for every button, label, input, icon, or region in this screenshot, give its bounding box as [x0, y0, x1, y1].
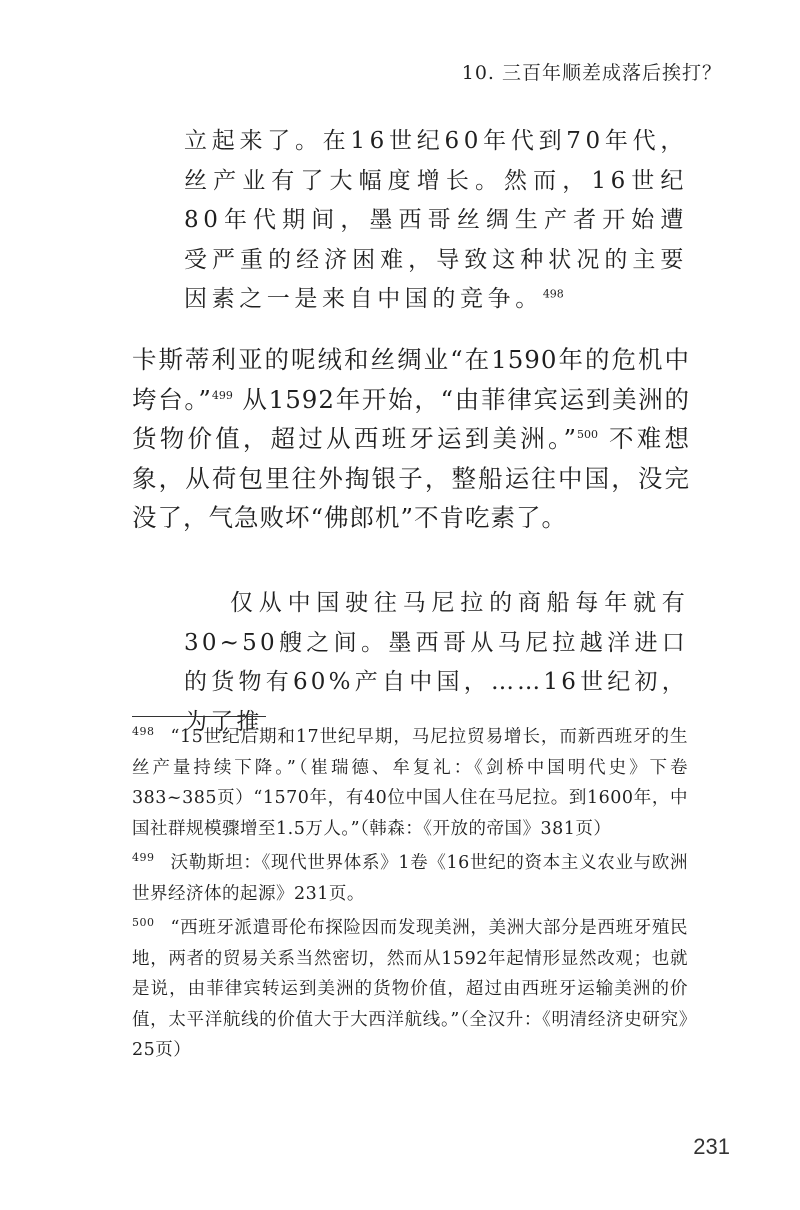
body-text-part-1: 卡斯蒂利亚的呢绒和丝绸业“在1590年的危机中垮台。” [132, 345, 690, 414]
footnote-number: 499 [132, 851, 155, 865]
footnote-ref-500[interactable]: 500 [577, 427, 598, 441]
footnote-text: “西班牙派遣哥伦布探险因而发现美洲，美洲大部分是西班牙殖民地，两者的贸易关系当然密切，然而从1592年起情形显然改观；也就是说，由菲律宾转运到美洲的货物价值，超过由西班牙运输美洲的价值，太平洋航线的价值大于大西洋航线。”（全汉升：《明清经济史研究》25页） [132, 918, 688, 1060]
footnote-number: 498 [132, 725, 155, 739]
footnote-498 [132, 722, 688, 844]
footnote-text: “15世纪后期和17世纪早期，马尼拉贸易增长，而新西班牙的生丝产量持续下降。”（崔瑞德、牟复礼：《剑桥中国明代史》下卷383~385页）“1570年，有40位中国人住在马尼拉。到1600年，中国社群规模骤增至1.5万人。”（韩森：《开放的帝国》381页） [132, 727, 688, 839]
footnote-499 [132, 848, 688, 909]
block-quote-2: 仅从中国驶往马尼拉的商船每年就有30~50艘之间。墨西哥从马尼拉越洋进口的货物有60%产自中国，……16世纪初，为了推 [184, 590, 688, 735]
footnote-500 [132, 913, 688, 1066]
footnote-separator [132, 716, 266, 717]
page-number: 231 [693, 1134, 730, 1159]
body-text-part-3: 不难想象，从荷包里往外掏银子，整船运往中国，没完没了，气急败坏“佛郎机”不肯吃素了。 [132, 424, 690, 532]
block-quote-1 [184, 122, 688, 320]
body-text-part-2: 从1592年开始，“由菲律宾运到美洲的货物价值，超过从西班牙运到美洲。” [132, 384, 690, 453]
quote-1-text: 立起来了。在16世纪60年代到70年代，丝产业有了大幅度增长。然而，16世纪80年代期间，墨西哥丝绸生产者开始遭受严重的经济困难，导致这种状况的主要因素之一是来自中国的竞争。 [184, 128, 688, 312]
footnotes [132, 722, 688, 1070]
footnote-ref-498[interactable]: 498 [542, 287, 564, 301]
footnote-text: 沃勒斯坦：《现代世界体系》1卷《16世纪的资本主义农业与欧洲世界经济体的起源》231页。 [132, 853, 688, 904]
footnote-ref-499[interactable]: 499 [211, 388, 233, 402]
body-paragraph [132, 340, 690, 538]
running-header: 10. 三百年顺差成落后挨打？ [461, 62, 722, 84]
footnote-number: 500 [132, 916, 155, 930]
